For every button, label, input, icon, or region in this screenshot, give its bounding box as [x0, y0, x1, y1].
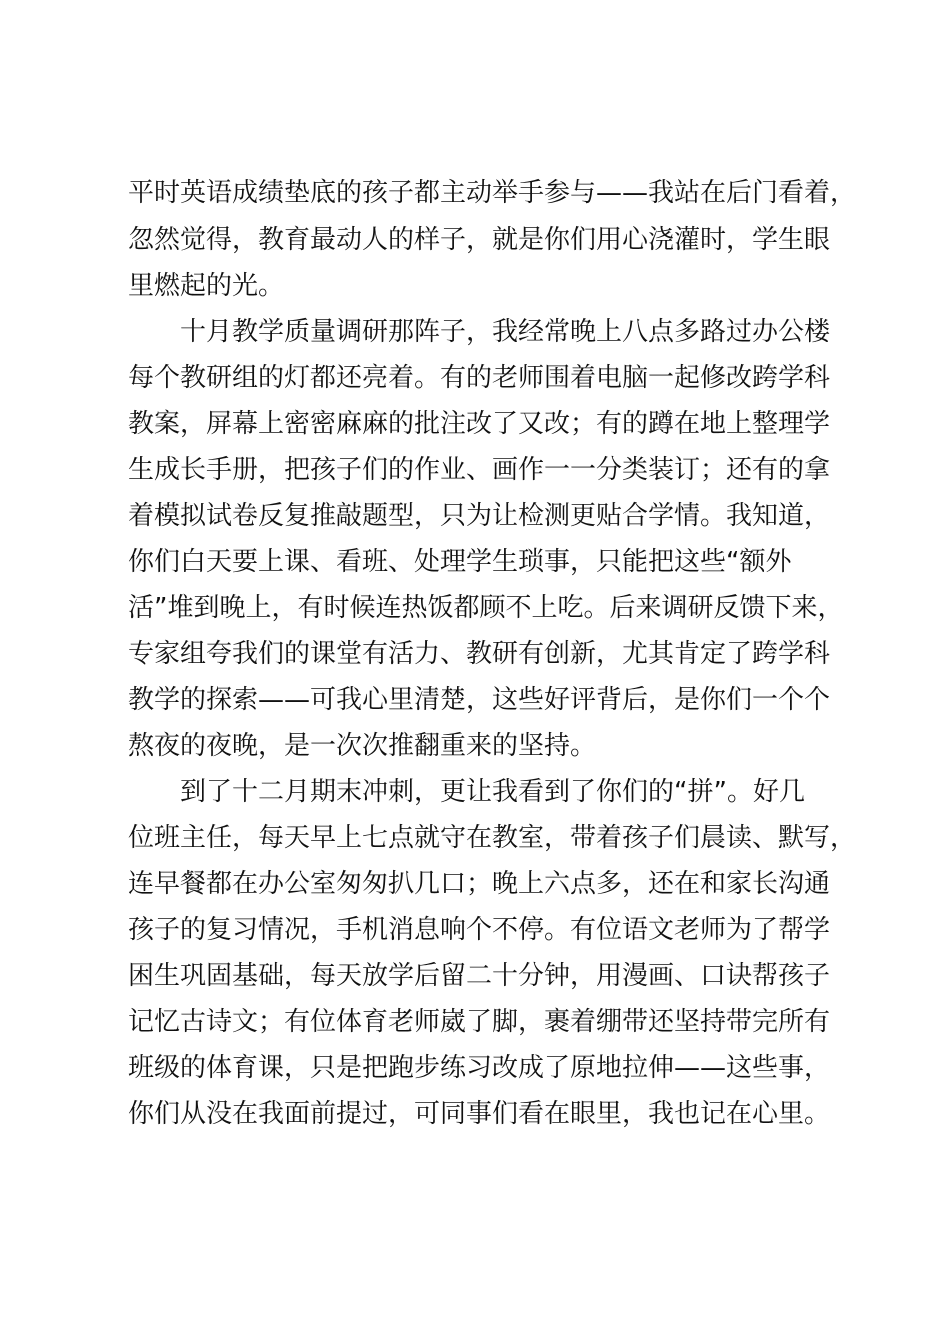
text-line: 十月教学质量调研那阵子，我经常晚上八点多路过办公楼 — [128, 317, 831, 347]
text-line: 着模拟试卷反复推敲题型，只为让检测更贴合学情。我知道， — [128, 501, 831, 531]
text-line: 活”堆到晚上，有时候连热饭都顾不上吃。后来调研反馈下来， — [128, 593, 844, 623]
text-line: 忽然觉得，教育最动人的样子，就是你们用心浇灌时，学生眼 — [128, 225, 831, 255]
text-line: 位班主任，每天早上七点就守在教室，带着孩子们晨读、默写， — [128, 823, 857, 853]
text-line: 困生巩固基础，每天放学后留二十分钟，用漫画、口诀帮孩子 — [128, 961, 831, 991]
text-line: 熬夜的夜晚，是一次次推翻重来的坚持。 — [128, 731, 597, 761]
text-line: 平时英语成绩垫底的孩子都主动举手参与——我站在后门看着， — [128, 178, 857, 208]
text-line: 孩子的复习情况，手机消息响个不停。有位语文老师为了帮学 — [128, 915, 831, 945]
text-line: 每个教研组的灯都还亮着。有的老师围着电脑一起修改跨学科 — [128, 363, 831, 393]
text-line: 你们白天要上课、看班、处理学生琐事，只能把这些“额外 — [128, 547, 792, 577]
text-line: 生成长手册，把孩子们的作业、画作一一分类装订；还有的拿 — [128, 455, 831, 485]
text-line: 你们从没在我面前提过，可同事们看在眼里，我也记在心里。 — [128, 1099, 831, 1129]
text-line: 记忆古诗文；有位体育老师崴了脚，裹着绷带还坚持带完所有 — [128, 1007, 831, 1037]
text-line: 班级的体育课，只是把跑步练习改成了原地拉伸——这些事， — [128, 1053, 831, 1083]
text-line: 教案，屏幕上密密麻麻的批注改了又改；有的蹲在地上整理学 — [128, 409, 831, 439]
text-line: 里燃起的光。 — [128, 271, 285, 301]
text-line: 专家组夸我们的课堂有活力、教研有创新，尤其肯定了跨学科 — [128, 639, 831, 669]
text-line: 连早餐都在办公室匆匆扒几口；晚上六点多，还在和家长沟通 — [128, 869, 831, 899]
text-line: 教学的探索——可我心里清楚，这些好评背后，是你们一个个 — [128, 685, 831, 715]
text-line: 到了十二月期末冲刺，更让我看到了你们的“拼”。好几 — [128, 777, 805, 807]
